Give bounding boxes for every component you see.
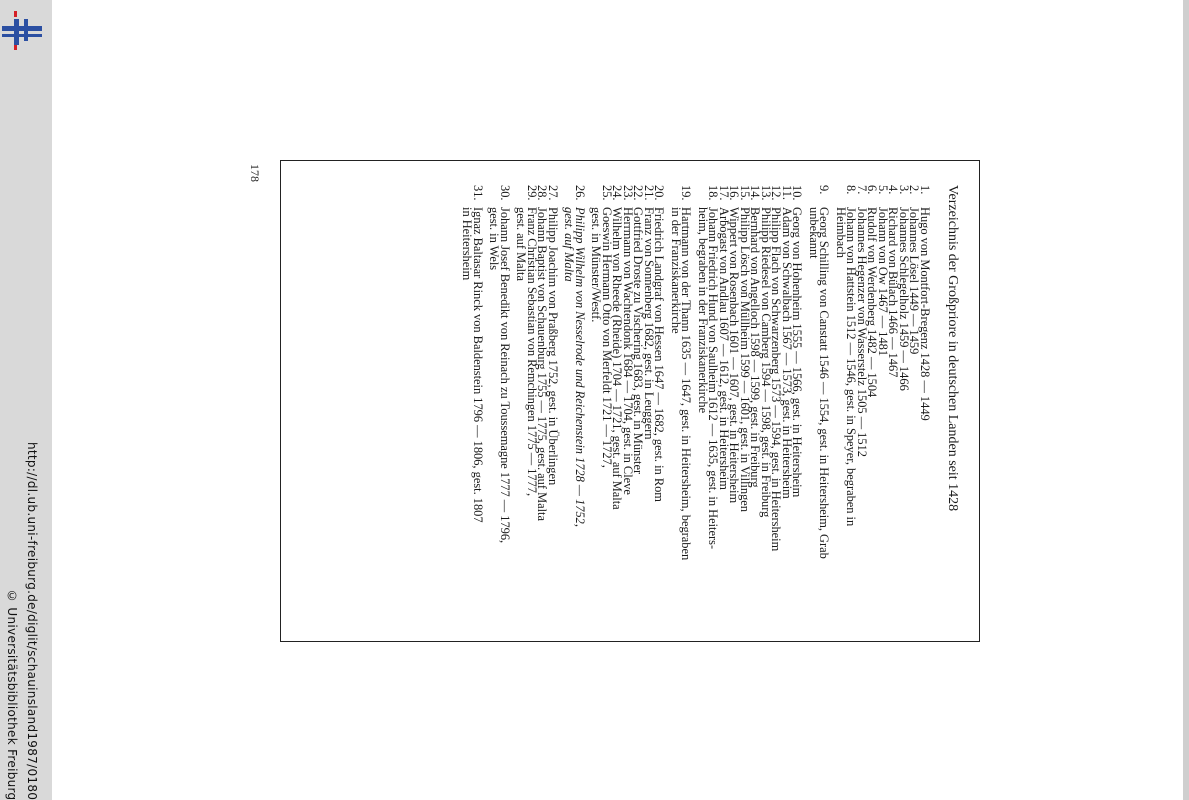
list-item [471, 185, 485, 631]
list-item [631, 185, 646, 631]
list-item [886, 185, 901, 631]
entry-text: Richard von Bülach 1466 — 1467 [886, 207, 901, 378]
entry-text: Johann von Hattstein 1512 — 1546, gest. in Speyer, begraben in [844, 207, 859, 527]
entry-text: Adam von Schwalbach 1567 — 1573, gest. in Heitersheim [780, 207, 794, 499]
entry-number: 15. [738, 185, 752, 201]
entry-text: Johann von Ow 1467 — 1481 [876, 207, 890, 357]
entry-text: Philipp Riedesel von Camberg 1594 — 1598, gest. in Freiburg [759, 207, 773, 518]
list-item [817, 185, 832, 631]
list-item [546, 185, 560, 631]
list-item [738, 185, 752, 631]
entry-number: 21. [642, 185, 656, 201]
entry-text: Friedrich Landgraf von Hessen 1647 — 1682, gest. in Rom [652, 207, 667, 502]
scrollbar[interactable] [1183, 0, 1189, 800]
entry-number: 6. [865, 185, 880, 195]
entry-number: 9. [817, 185, 832, 195]
entry-text: Goeswin Hermann Otto von Merfeldt 1721 — 1727, [600, 207, 614, 468]
entry-number: 1. [918, 185, 932, 195]
copyright-text: © Universitätsbibliothek Freiburg [5, 588, 19, 800]
list-item [759, 185, 773, 631]
list-item [696, 185, 710, 631]
entry-number: 19. [679, 185, 694, 201]
entry-text: Philipp Flach von Schwarzenberg 1573 — 1594, gest. in Heitersheim [769, 207, 784, 552]
entry-text: Bernhard von Angelloch 1598 — 1599, gest. in Freiburg [748, 207, 763, 488]
entry-text: Hugo von Montfort-Bregenz 1428 — 1449 [918, 207, 932, 421]
entry-list [460, 185, 932, 631]
entry-number: 11. [780, 185, 794, 201]
list-item [610, 185, 625, 631]
list-item [844, 185, 859, 631]
entry-text: Philipp Lösch von Müllheim 1599 — 1601, gest. in Villingen [738, 207, 752, 513]
page-number: 178 [248, 164, 262, 182]
entry-text: Johannes Hegenzer von Wasserstelz 1505 — 1512 [855, 207, 869, 457]
entry-number: 30. [498, 185, 512, 201]
entry-number: 8. [844, 185, 859, 195]
list-item [897, 185, 911, 631]
entry-number: 2. [907, 185, 922, 195]
entry-text: Franz Christian Sebastian von Remchingen 1775 — 1777, [525, 207, 539, 497]
entry-text: Arbogast von Andlau 1607 — 1612, gest. in Heitersheim [717, 207, 731, 490]
entry-text: Georg Schilling von Canstatt 1546 — 1554, gest. in Heitersheim, Grab [817, 207, 832, 559]
list-item [876, 185, 890, 631]
entry-text: Gottfried Droste zu Vischering 1683, gest. in Münster [631, 207, 646, 475]
entry-text: Johann Josef Benedikt von Reinach zu Toussemagne 1777 — 1796, [498, 207, 512, 544]
entry-text: Hartmann von der Thann 1635 — 1647, gest. in Heitersheim, begraben [679, 207, 694, 561]
entry-text: heim, begraben in der Franziskanerkirche [696, 207, 710, 414]
entry-text: in der Franziskanerkirche [669, 207, 683, 334]
entry-number: 4. [886, 185, 901, 195]
list-item [748, 185, 763, 631]
entry-number: 27. [546, 185, 560, 201]
list-item [780, 185, 794, 631]
entry-text: Johann Baptist von Schauenburg 1755 — 1775, gest. auf Malta [535, 207, 550, 521]
list-item [621, 185, 635, 631]
entry-text: Wilhelm von Rheede (Rheide) 1704 — 1721, gest. auf Malta [610, 207, 625, 510]
list-item [498, 185, 512, 631]
entry-text: Philipp Wilhelm von Nesselrode und Reichenstein 1728 — 1752, [573, 207, 587, 527]
entry-text: Franz von Sonnenberg 1682, gest. in Leuggern [642, 207, 656, 440]
entry-number: 18. [706, 185, 721, 201]
sidebar-source-info [2, 50, 54, 800]
entry-number: 12. [769, 185, 784, 201]
entry-text: gest. in Wels [487, 207, 502, 271]
entry-number: 28. [535, 185, 550, 201]
list-item [717, 185, 731, 631]
entry-number: 20. [652, 185, 667, 201]
list-item [679, 185, 694, 631]
entry-number: 16. [727, 185, 742, 201]
entry-text: gest. auf Malta [562, 207, 577, 282]
list-item [642, 185, 656, 631]
entry-text: Heimbach [834, 207, 848, 258]
list-item [573, 185, 587, 631]
entry-text: Philipp Joachim von Praßberg 1752, gest. in Überlingen [546, 207, 560, 486]
entry-number: 3. [897, 185, 911, 195]
entry-text: Johann Friedrich Hund von Saulheim 1612 — 1635, gest. in Heiters- [706, 207, 721, 550]
list-item [855, 185, 869, 631]
entry-text: in Heitersheim [460, 207, 475, 281]
list-item [600, 185, 614, 631]
entry-text: Ignaz Baltasar Rinck von Baldenstein 1796 — 1806, gest. 1807 [471, 207, 485, 523]
entry-number: 14. [748, 185, 763, 201]
entry-text: Georg von Hohenheim 1555 — 1566, gest. in Heitersheim [790, 207, 805, 498]
source-url-link[interactable]: http://dl.ub.uni-freiburg.de/diglit/schauinsland1987/0180 [25, 441, 39, 800]
list-item [769, 185, 784, 631]
entry-number: 10. [790, 185, 805, 201]
entry-text: unbekannt [807, 207, 821, 259]
entry-number: 13. [759, 185, 773, 201]
entry-number: 23. [621, 185, 635, 201]
entry-text: Johannes Lösel 1449 — 1459 [907, 207, 922, 355]
text-frame [280, 160, 980, 642]
list-item [706, 185, 721, 631]
entry-number: 24. [610, 185, 625, 201]
entry-number: 31. [471, 185, 485, 201]
entry-text: Herrmann von Wachtendonk 1684 — 1704, gest. in Cleve [621, 207, 635, 495]
list-item [865, 185, 880, 631]
entry-number: 17. [717, 185, 731, 201]
entry-number: 25. [600, 185, 614, 201]
list-item [790, 185, 805, 631]
entry-text: Wippert von Rosenbach 1601 — 1607, gest. in Heitersheim [727, 207, 742, 504]
entry-text: Rudolf von Werdenberg 1482 — 1504 [865, 207, 880, 398]
university-logo-icon [0, 8, 46, 50]
entry-text: gest. auf Malta [514, 207, 529, 281]
list-item [525, 185, 539, 631]
entry-number: 26. [573, 185, 587, 201]
list-item [727, 185, 742, 631]
entry-number: 22. [631, 185, 646, 201]
entry-number: 5. [876, 185, 890, 195]
entry-text: Johannes Schlegelholz 1459 — 1466 [897, 207, 911, 391]
entry-text: gest. in Münster/Westf. [589, 207, 604, 323]
page-title: Verzeichnis der Großpriore in deutschen Landen seit 1428 [945, 185, 960, 512]
viewer-sidebar [0, 0, 52, 800]
list-item [535, 185, 550, 631]
entry-number: 7. [855, 185, 869, 195]
list-item [918, 185, 932, 631]
entry-number: 29. [525, 185, 539, 201]
list-item [652, 185, 667, 631]
